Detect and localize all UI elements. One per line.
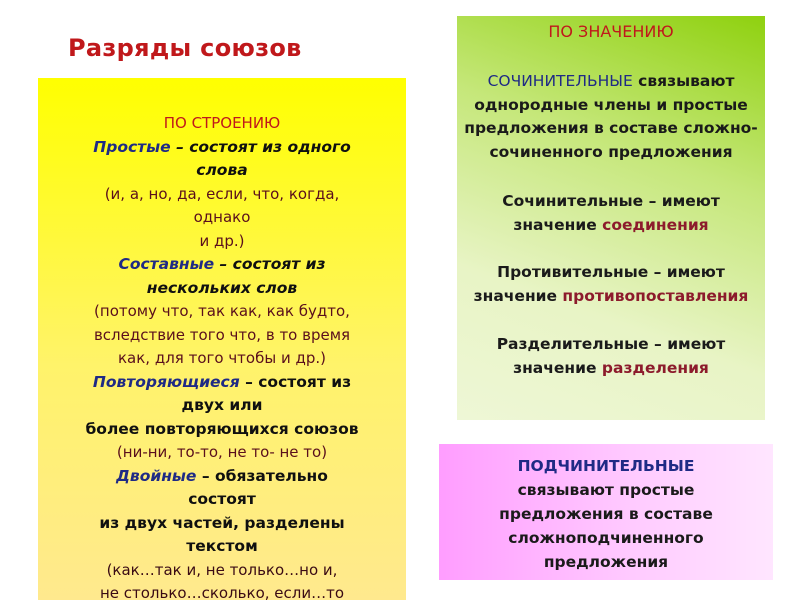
connective-meaning: соединения — [602, 215, 709, 234]
structure-heading: ПО СТРОЕНИЮ — [163, 114, 281, 132]
double-desc-1: – обязательно — [196, 466, 328, 485]
structure-panel — [38, 78, 406, 600]
adversative-line-1: Противительные – имеют — [497, 263, 725, 281]
simple-line-1 — [38, 136, 406, 160]
repeating-desc-2: двух или — [181, 396, 263, 414]
subordinating-text — [439, 454, 773, 574]
simple-desc-1: – состоят из одного — [170, 137, 351, 156]
coordinating-desc-4: сочиненного предложения — [489, 142, 733, 161]
disjunctive-line-1: Разделительные – имеют — [496, 335, 726, 353]
coordinating-desc-3: предложения в составе сложно- — [464, 119, 758, 137]
coordinating-line-1 — [417, 70, 800, 94]
compound-desc-2: нескольких слов — [146, 278, 298, 297]
compound-examples-2: вследствие того что, в то время — [93, 325, 351, 344]
simple-examples-3: и др.) — [199, 231, 245, 250]
meaning-panel — [457, 16, 765, 420]
subordinating-panel — [439, 444, 773, 580]
compound-line-1 — [38, 253, 406, 277]
repeating-examples-1: (ни-ни, то-то, не то- не то) — [116, 443, 328, 461]
repeating-desc-1: – состоят из — [239, 372, 352, 391]
double-desc-2: состоят — [188, 490, 256, 508]
adversative-prefix: значение — [473, 286, 563, 305]
compound-examples-3: как, для того чтобы и др.) — [117, 349, 326, 367]
double-desc-3: из двух частей, разделены — [99, 513, 345, 532]
subordinating-kind: ПОДЧИНИТЕЛЬНЫЕ — [517, 457, 695, 475]
disjunctive-block — [417, 333, 800, 380]
double-examples-2: не столько…сколько, если…то — [99, 584, 345, 600]
connective-line-2 — [417, 214, 800, 238]
repeating-line-1 — [38, 371, 406, 395]
simple-examples-2: однако — [193, 208, 251, 226]
simple-examples-1: (и, а, но, да, если, что, когда, — [104, 184, 340, 203]
connective-block — [417, 190, 800, 237]
simple-desc-2: слова — [196, 161, 248, 179]
double-examples-1: (как…так и, не только…но и, — [106, 560, 338, 579]
repeating-desc-3: более повторяющихся союзов — [85, 419, 359, 438]
connective-prefix: значение — [513, 215, 603, 234]
structure-text — [38, 112, 406, 600]
adversative-block — [417, 261, 800, 308]
subordinating-line-2: предложения в составе — [499, 505, 713, 523]
disjunctive-line-2 — [417, 357, 800, 381]
adversative-line-2 — [417, 285, 800, 309]
subordinating-line-1: связывают простые — [517, 481, 695, 499]
subordinating-line-4: предложения — [543, 553, 669, 571]
subordinating-line-3: сложноподчиненного — [508, 529, 704, 547]
double-line-1 — [38, 465, 406, 489]
compound-examples-1: (потому что, так как, как будто, — [94, 302, 350, 320]
adversative-meaning: противопоставления — [562, 286, 749, 305]
simple-kind: Простые — [93, 137, 171, 156]
coordinating-kind: СОЧИНИТЕЛЬНЫЕ — [487, 72, 633, 90]
double-kind: Двойные — [116, 466, 197, 485]
compound-desc-1: – состоят из — [214, 255, 326, 273]
coordinating-desc-1: связывают — [632, 72, 735, 90]
repeating-kind: Повторяющиеся — [92, 372, 240, 391]
coordinating-desc-2: однородные члены и простые — [474, 95, 748, 114]
disjunctive-meaning: разделения — [601, 358, 709, 377]
double-desc-4: текстом — [186, 537, 258, 555]
connective-line-1: Сочинительные – имеют — [502, 192, 720, 210]
slide-title: Разряды союзов — [68, 34, 302, 62]
compound-kind: Составные — [118, 255, 215, 273]
meaning-heading: ПО ЗНАЧЕНИЮ — [548, 22, 674, 41]
coordinating-block — [417, 70, 800, 164]
disjunctive-prefix: значение — [513, 358, 602, 377]
